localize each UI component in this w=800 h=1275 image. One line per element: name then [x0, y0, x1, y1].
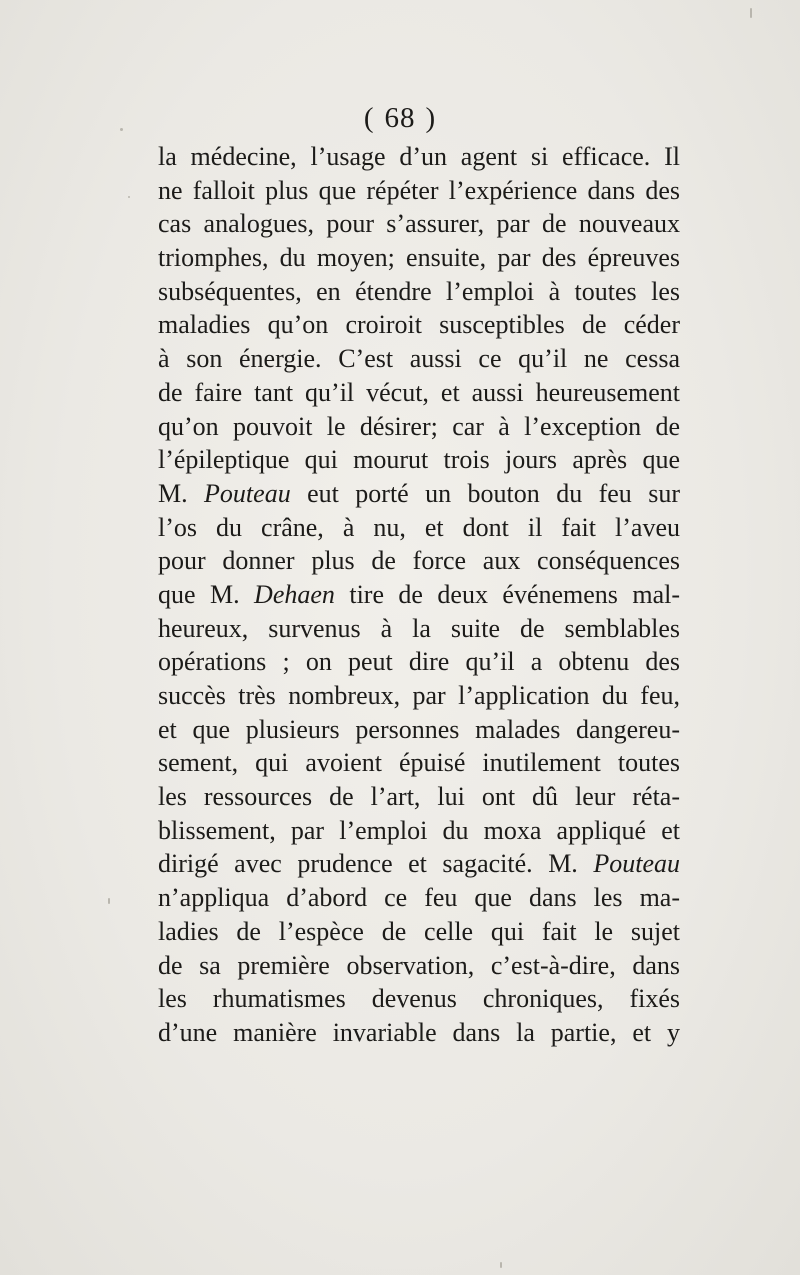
text-line: [158, 477, 680, 511]
text-segment: cas analogues, pour s’assurer, par de nouveaux: [158, 209, 680, 239]
text-segment: les rhumatismes devenus chroniques, fixés: [158, 984, 680, 1014]
text-segment: les ressources de l’art, lui ont dû leur réta-: [158, 782, 680, 812]
text-segment: que M.: [158, 579, 255, 609]
text-line: [158, 949, 680, 983]
text-segment: n’appliqua d’abord ce feu que dans les ma-: [158, 883, 680, 913]
text-line: [158, 1016, 680, 1050]
text-line: [158, 376, 680, 410]
body-text: [158, 140, 680, 1050]
text-line: [158, 746, 680, 780]
text-line: [158, 140, 680, 174]
text-line: [158, 275, 680, 309]
text-line: [158, 207, 680, 241]
italic-name: Pouteau: [204, 478, 291, 508]
text-segment: l’épileptique qui mourut trois jours après que: [158, 445, 680, 475]
text-segment: dirigé avec prudence et sagacité. M.: [158, 849, 594, 879]
text-line: [158, 713, 680, 747]
text-line: [158, 847, 680, 881]
text-line: [158, 410, 680, 444]
text-segment: heureux, survenus à la suite de semblables: [158, 613, 680, 643]
text-segment: d’une manière invariable dans la partie, et y: [158, 1017, 680, 1047]
paper-speck: [500, 1262, 502, 1268]
paper-speck: [120, 128, 123, 131]
text-line: [158, 645, 680, 679]
text-segment: de sa première observation, c’est-à-dire, dans: [158, 950, 680, 980]
paper-speck: [108, 898, 110, 904]
text-segment: tire de deux événemens mal-: [334, 579, 680, 609]
text-segment: maladies qu’on croiroit susceptibles de céder: [158, 310, 680, 340]
text-segment: sement, qui avoient épuisé inutilement toutes: [158, 748, 680, 778]
text-line: [158, 342, 680, 376]
text-segment: la médecine, l’usage d’un agent si efficace. Il: [158, 142, 680, 171]
text-segment: triomphes, du moyen; ensuite, par des épreuves: [158, 243, 680, 273]
text-segment: à son énergie. C’est aussi ce qu’il ne cessa: [158, 344, 680, 374]
text-line: [158, 578, 680, 612]
text-line: [158, 511, 680, 545]
header-close-paren: ): [425, 102, 437, 134]
text-segment: succès très nombreux, par l’application du feu,: [158, 681, 680, 710]
text-line: [158, 814, 680, 848]
text-segment: M.: [158, 478, 205, 508]
text-segment: et que plusieurs personnes malades dangereu-: [158, 714, 680, 744]
text-line: [158, 881, 680, 915]
text-line: [158, 982, 680, 1016]
italic-name: Pouteau: [593, 849, 680, 879]
text-segment: blissement, par l’emploi du moxa appliqué et: [158, 815, 680, 845]
text-segment: l’os du crâne, à nu, et dont il fait l’aveu: [158, 512, 680, 542]
header-open-paren: (: [363, 102, 375, 134]
page-header: [0, 98, 800, 138]
paper-speck: [128, 196, 130, 198]
text-segment: eut porté un bouton du feu sur: [290, 478, 680, 508]
text-segment: opérations ; on peut dire qu’il a obtenu des: [158, 647, 680, 677]
text-segment: ladies de l’espèce de celle qui fait le sujet: [158, 916, 680, 946]
italic-name: Dehaen: [254, 579, 335, 609]
text-line: [158, 612, 680, 646]
text-segment: subséquentes, en étendre l’emploi à toutes les: [158, 276, 680, 306]
page-number: 68: [384, 102, 416, 134]
text-line: [158, 443, 680, 477]
text-segment: ne falloit plus que répéter l’expérience dans des: [158, 175, 680, 205]
text-segment: de faire tant qu’il vécut, et aussi heureusement: [158, 377, 680, 407]
text-line: [158, 174, 680, 208]
text-line: [158, 308, 680, 342]
text-segment: qu’on pouvoit le désirer; car à l’exception de: [158, 411, 680, 441]
text-segment: pour donner plus de force aux conséquences: [158, 546, 680, 576]
text-line: [158, 679, 680, 713]
text-line: [158, 544, 680, 578]
paper-speck: [750, 8, 752, 18]
text-line: [158, 241, 680, 275]
text-line: [158, 915, 680, 949]
text-line: [158, 780, 680, 814]
